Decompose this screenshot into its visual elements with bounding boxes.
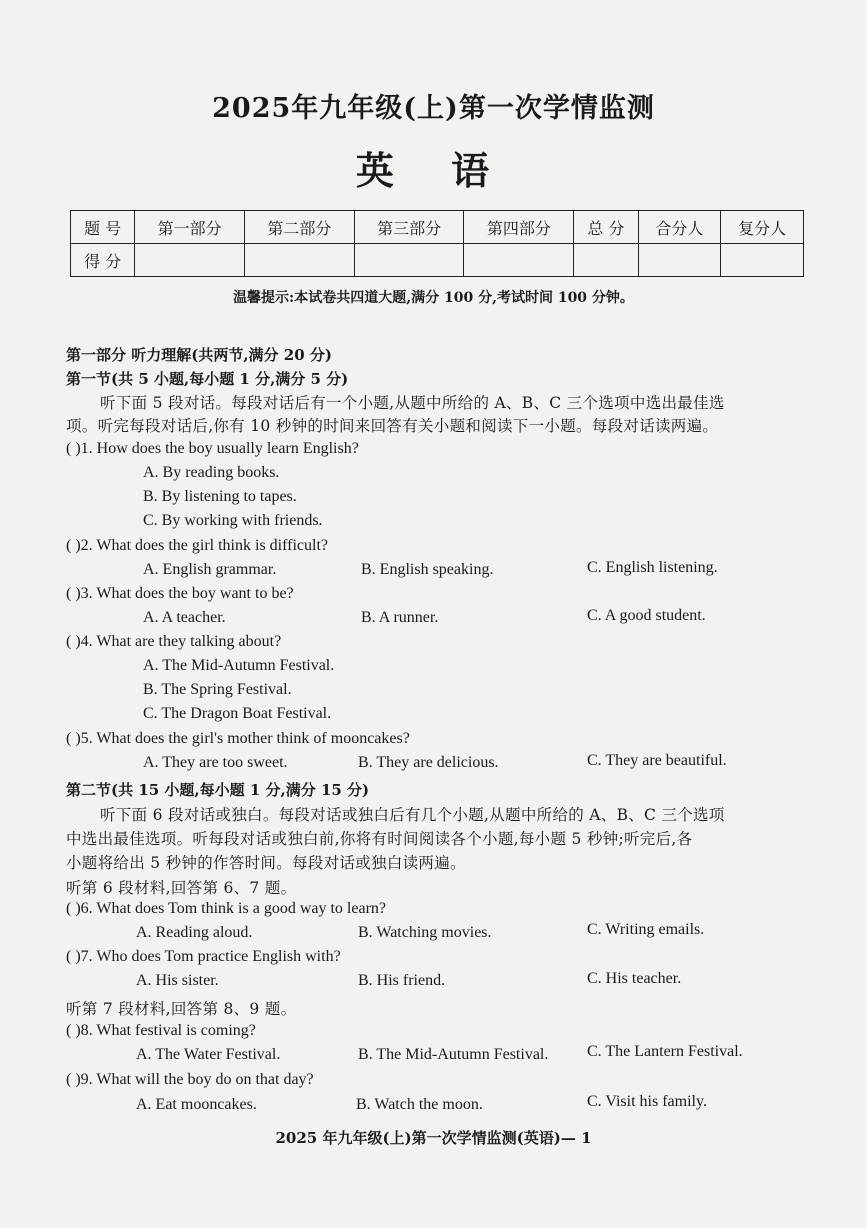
score-input-cell[interactable] [464,244,574,277]
score-cell: 总 分 [574,211,638,244]
exam-title: 2025年九年级(上)第一次学情监测 [212,93,655,124]
score-table-score-row [71,244,804,277]
option: A. The Water Festival. [136,1046,281,1063]
option: B. Watching movies. [358,924,492,941]
option: B. His friend. [358,972,446,989]
score-input-cell[interactable] [245,244,355,277]
option: A. Reading aloud. [136,924,253,941]
instructions: 项。听完每段对话后,你有 10 秒钟的时间来回答有关小题和阅读下一小题。每段对话读两遍。 [66,417,719,435]
question: ( )2. What does the girl think is difficult? [66,537,329,554]
option: B. The Spring Festival. [143,681,292,698]
instructions: 中选出最佳选项。听每段对话或独白前,你将有时间阅读各个小题,每小题 5 秒钟;听完后,各 [66,830,693,848]
section-heading: 第一节(共 5 小题,每小题 1 分,满分 5 分) [66,370,349,388]
option: C. The Dragon Boat Festival. [143,705,332,722]
score-cell: 题 号 [71,211,135,244]
score-input-cell[interactable] [638,244,721,277]
question: ( )8. What festival is coming? [66,1022,256,1039]
score-cell: 第三部分 [354,211,464,244]
question: ( )3. What does the boy want to be? [66,585,294,602]
option: C. His teacher. [587,970,682,987]
score-cell: 第四部分 [464,211,574,244]
option: C. The Lantern Festival. [587,1043,743,1060]
score-table-header-row [71,211,804,244]
option: A. Eat mooncakes. [136,1096,257,1113]
option: B. English speaking. [361,561,494,578]
option: B. They are delicious. [358,754,499,771]
score-cell: 得 分 [71,244,135,277]
instructions: 听下面 6 段对话或独白。每段对话或独白后有几个小题,从题中所给的 A、B、C 三个选项 [100,806,725,824]
subject-title: 英 语 [355,148,512,193]
score-input-cell[interactable] [574,244,638,277]
score-input-cell[interactable] [721,244,804,277]
option: A. They are too sweet. [143,754,288,771]
question: ( )5. What does the girl's mother think of mooncakes? [66,730,410,747]
score-cell: 复分人 [721,211,804,244]
option: B. The Mid-Autumn Festival. [358,1046,549,1063]
score-input-cell[interactable] [135,244,245,277]
option: B. Watch the moon. [356,1096,483,1113]
option: A. By reading books. [143,464,280,481]
score-input-cell[interactable] [354,244,464,277]
question: ( )6. What does Tom think is a good way to learn? [66,900,386,917]
part-heading: 第一部分 听力理解(共两节,满分 20 分) [66,346,332,364]
option: C. Visit his family. [587,1093,707,1110]
option: A. The Mid-Autumn Festival. [143,657,335,674]
material-heading: 听第 6 段材料,回答第 6、7 题。 [66,879,297,897]
instructions: 小题将给出 5 秒钟的作答时间。每段对话或独白读两遍。 [66,854,466,872]
material-heading: 听第 7 段材料,回答第 8、9 题。 [66,1000,297,1018]
option: C. They are beautiful. [587,752,727,769]
page-footer: 2025 年九年级(上)第一次学情监测(英语)— 1 [275,1129,592,1147]
option: C. Writing emails. [587,921,705,938]
score-cell: 第一部分 [135,211,245,244]
option: C. A good student. [587,607,706,624]
exam-tip: 温馨提示:本试卷共四道大题,满分 100 分,考试时间 100 分钟。 [233,290,634,306]
score-table [70,210,804,277]
section-heading: 第二节(共 15 小题,每小题 1 分,满分 15 分) [66,781,370,799]
option: C. English listening. [587,559,718,576]
option: B. A runner. [361,609,439,626]
option: B. By listening to tapes. [143,488,297,505]
question: ( )7. Who does Tom practice English with? [66,948,341,965]
option: C. By working with friends. [143,512,323,529]
option: A. A teacher. [143,609,226,626]
option: A. English grammar. [143,561,277,578]
option: A. His sister. [136,972,219,989]
question: ( )9. What will the boy do on that day? [66,1071,314,1088]
score-cell: 第二部分 [245,211,355,244]
question: ( )4. What are they talking about? [66,633,282,650]
question: ( )1. How does the boy usually learn English? [66,440,359,457]
instructions: 听下面 5 段对话。每段对话后有一个小题,从题中所给的 A、B、C 三个选项中选出最佳选 [100,394,725,412]
score-cell: 合分人 [638,211,721,244]
